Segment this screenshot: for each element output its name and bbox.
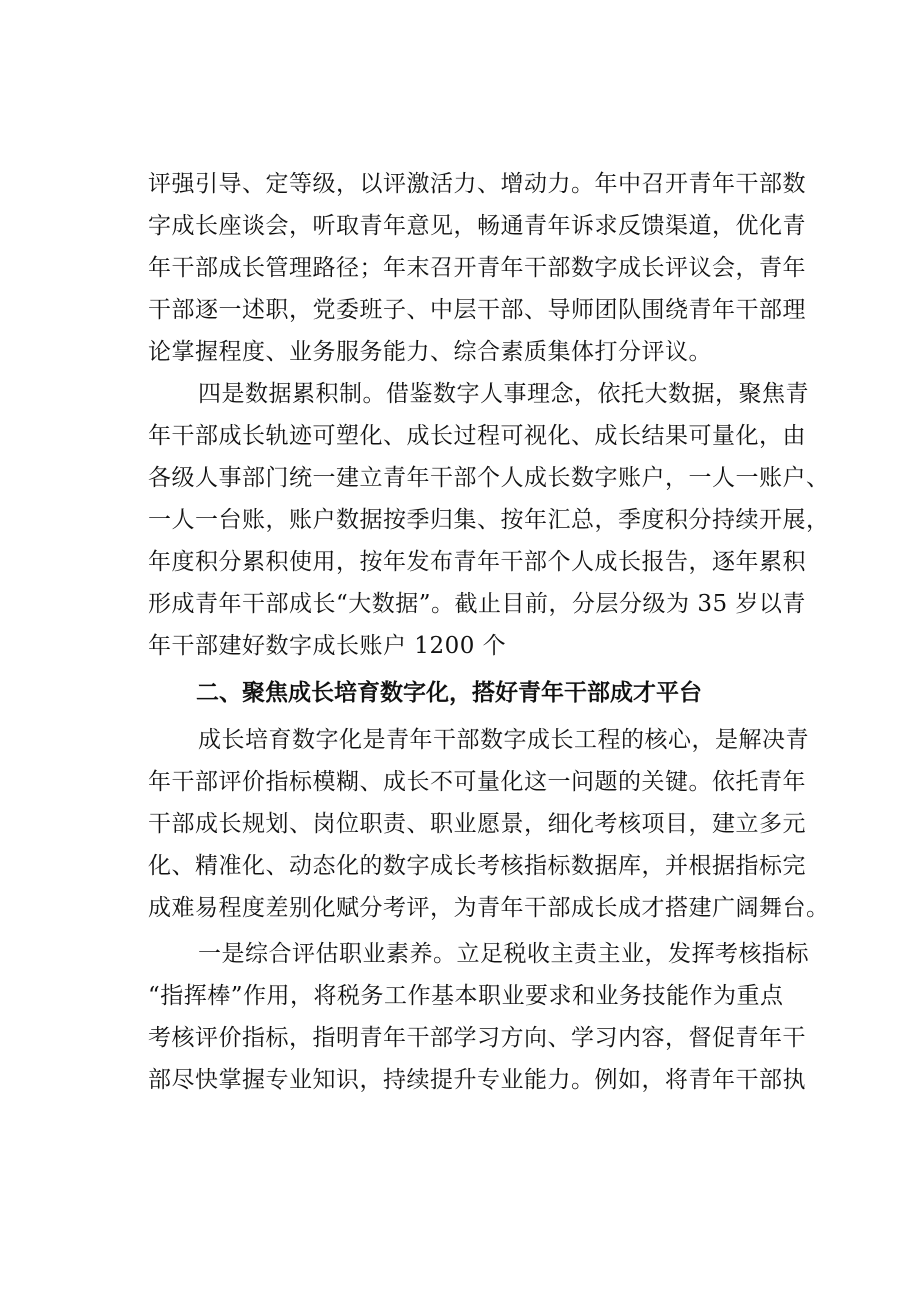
paragraph-2-line-7: 年干部建好数字成长账户 1200 个 <box>148 633 507 659</box>
paragraph-1-line-3: 年干部成长管理路径；年末召开青年干部数字成长评议会，青年 <box>148 255 806 281</box>
paragraph-1-line-2: 字成长座谈会，听取青年意见，畅通青年诉求反馈渠道，优化青 <box>148 213 806 239</box>
paragraph-3-line-2: 年干部评价指标模糊、成长不可量化这一问题的关键。依托青年 <box>148 769 806 795</box>
paragraph-1-line-4: 干部逐一述职，党委班子、中层干部、导师团队围绕青年干部理 <box>148 297 806 323</box>
paragraph-2-line-4: 一人一台账，账户数据按季归集、按年汇总，季度积分持续开展， <box>148 507 830 533</box>
paragraph-4-line-4: 部尽快掌握专业知识，持续提升专业能力。例如，将青年干部执 <box>148 1067 806 1093</box>
paragraph-2-line-3: 各级人事部门统一建立青年干部个人成长数字账户，一人一账户、 <box>148 465 830 491</box>
paragraph-3-line-3: 干部成长规划、岗位职责、职业愿景，细化考核项目，建立多元 <box>148 811 806 837</box>
paragraph-2-line-5: 年度积分累积使用，按年发布青年干部个人成长报告，逐年累积 <box>148 549 806 575</box>
paragraph-2-line-1: 四是数据累积制。借鉴数字人事理念，依托大数据，聚焦青 <box>198 381 809 407</box>
paragraph-4-line-2: “指挥棒”作用，将税务工作基本职业要求和业务技能作为重点 <box>148 983 784 1009</box>
paragraph-4-line-3: 考核评价指标，指明青年干部学习方向、学习内容，督促青年干 <box>148 1025 806 1051</box>
paragraph-1-line-1: 评强引导、定等级，以评激活力、增动力。年中召开青年干部数 <box>148 171 806 197</box>
section-heading: 二、聚焦成长培育数字化，搭好青年干部成才平台 <box>196 680 702 706</box>
paragraph-3-line-5: 成难易程度差别化赋分考评，为青年干部成长成才搭建广阔舞台。 <box>148 895 830 921</box>
paragraph-1-line-5: 论掌握程度、业务服务能力、综合素质集体打分评议。 <box>148 339 712 365</box>
paragraph-4-line-1: 一是综合评估职业素养。立足税收主责主业，发挥考核指标 <box>198 941 809 967</box>
paragraph-3-line-1: 成长培育数字化是青年干部数字成长工程的核心，是解决青 <box>198 727 809 753</box>
paragraph-2-line-2: 年干部成长轨迹可塑化、成长过程可视化、成长结果可量化，由 <box>148 423 806 449</box>
paragraph-2-line-6: 形成青年干部成长“大数据”。截止目前，分层分级为 35 岁以青 <box>148 591 806 617</box>
paragraph-3-line-4: 化、精准化、动态化的数字成长考核指标数据库，并根据指标完 <box>148 853 806 879</box>
